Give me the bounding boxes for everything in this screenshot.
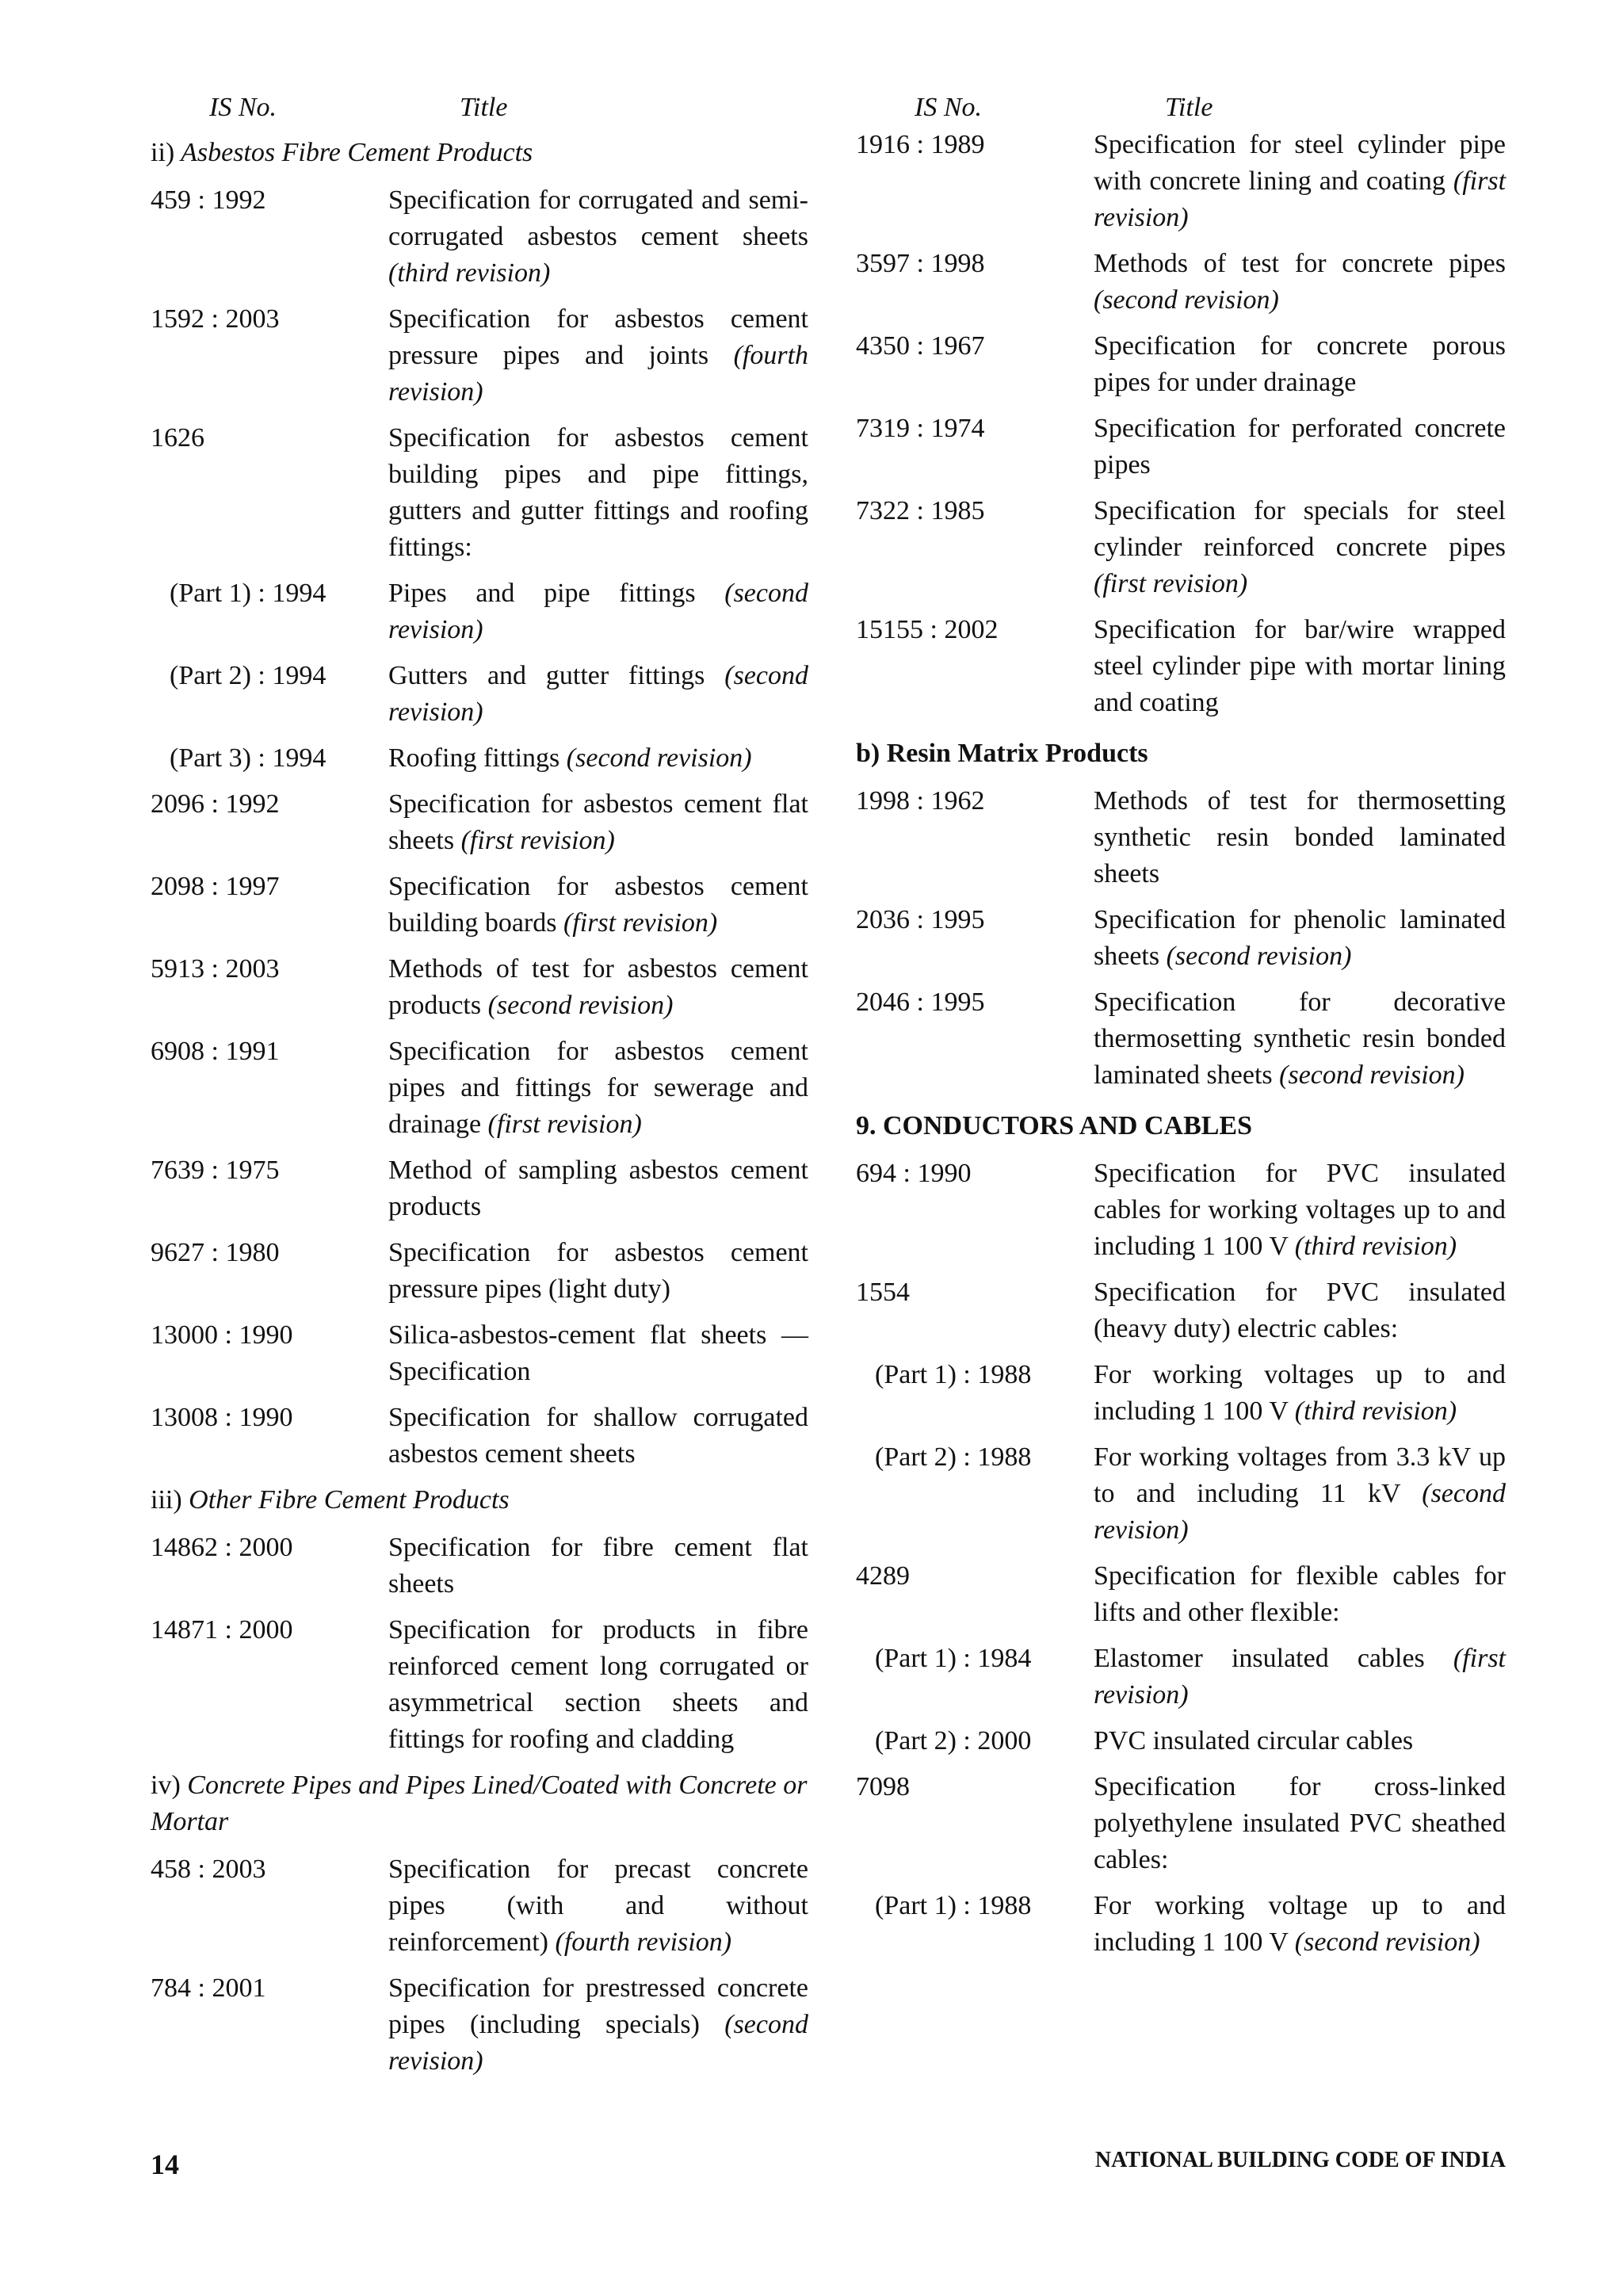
is-no-header: IS No. — [209, 93, 277, 122]
standard-entry — [151, 740, 808, 777]
standard-title — [388, 1235, 808, 1308]
section-heading-conductors-cables: 9. CONDUCTORS AND CABLES — [856, 1111, 1253, 1140]
revision-note: (second revision) — [388, 579, 808, 644]
standard-title — [1094, 984, 1506, 1094]
title-text: Specification for cross-linked polyethylene insulated PVC sheathed cables: — [1094, 1772, 1506, 1874]
revision-note: (first revision) — [1094, 1644, 1506, 1710]
title-text: Elastomer insulated cables — [1094, 1644, 1425, 1673]
standard-entry — [856, 1439, 1506, 1549]
standard-title — [388, 420, 808, 566]
standard-title — [1094, 411, 1506, 483]
title-text: PVC insulated circular cables — [1094, 1726, 1414, 1755]
title-text: Specification for PVC insulated (heavy duty) electric cables: — [1094, 1278, 1506, 1343]
standard-entry — [856, 127, 1506, 236]
is-number: 2046 : 1995 — [856, 988, 985, 1017]
title-text: Specification for bar/wire wrapped steel cylinder pipe with mortar lining and coating — [1094, 615, 1506, 717]
is-number: 1626 — [151, 423, 204, 453]
concrete-pipe-entries — [151, 1851, 808, 2080]
is-number: 4350 : 1967 — [856, 331, 985, 361]
title-text: Pipes and pipe fittings — [388, 579, 696, 608]
section-heading-concrete-pipes: iv) Concrete Pipes and Pipes Lined/Coated with Concrete or Mortar — [151, 1771, 808, 1836]
asbestos-entries — [151, 182, 808, 1473]
standard-title — [1094, 1888, 1506, 1961]
left-column — [151, 89, 808, 2089]
is-number: 2036 : 1995 — [856, 905, 985, 934]
title-text: Specification for corrugated and semi-corrugated asbestos cement sheets — [388, 185, 808, 251]
is-number: (Part 1) : 1984 — [875, 1644, 1032, 1673]
standard-entry — [151, 1612, 808, 1758]
title-text: Specification for flexible cables for lifts and other flexible: — [1094, 1561, 1506, 1627]
standard-title — [388, 1400, 808, 1473]
standard-title — [388, 301, 808, 411]
standard-entry — [151, 1530, 808, 1603]
standard-title — [388, 869, 808, 942]
title-text: Gutters and gutter fittings — [388, 661, 705, 690]
title-text: Methods of test for concrete pipes — [1094, 249, 1506, 278]
standard-title — [388, 658, 808, 731]
revision-note: (second revision) — [388, 661, 809, 727]
standard-entry — [856, 1723, 1506, 1759]
title-text: Specification for concrete porous pipes for under drainage — [1094, 331, 1506, 397]
title-text: Specification for specials for steel cylinder reinforced concrete pipes — [1094, 496, 1506, 562]
is-number: 7319 : 1974 — [856, 414, 985, 443]
standard-title — [1094, 1558, 1506, 1631]
standard-entry — [856, 328, 1506, 401]
is-number: 458 : 2003 — [151, 1855, 266, 1884]
title-header: Title — [1165, 93, 1213, 122]
page-number: 14 — [151, 2149, 179, 2180]
revision-note: (first revision) — [460, 826, 615, 855]
standard-entry — [856, 1274, 1506, 1347]
is-number: 4289 — [856, 1561, 910, 1591]
title-text: For working voltage up to and including 1 100 V — [1094, 1891, 1506, 1957]
standard-entry — [151, 1152, 808, 1225]
is-number: 784 : 2001 — [151, 1973, 266, 2003]
standard-title — [388, 182, 808, 292]
title-text: Specification for PVC insulated cables for working voltages up to and including 1 100 V — [1094, 1159, 1506, 1261]
revision-note: (first revision) — [1094, 166, 1507, 232]
standard-title — [1094, 246, 1506, 319]
section-heading-resin-matrix: b) Resin Matrix Products — [856, 739, 1148, 768]
revision-note: (first revision) — [487, 1110, 642, 1139]
standard-entry — [856, 1156, 1506, 1265]
other-fibre-entries — [151, 1530, 808, 1758]
revision-note: (third revision) — [388, 258, 551, 288]
revision-note: (first revision) — [1094, 569, 1248, 598]
revision-note: (second revision) — [566, 743, 752, 773]
is-number: 14862 : 2000 — [151, 1533, 293, 1562]
title-header: Title — [460, 93, 508, 122]
standard-title — [1094, 127, 1506, 236]
standard-entry — [856, 1769, 1506, 1878]
standard-entry — [151, 182, 808, 292]
publication-name: NATIONAL BUILDING CODE OF INDIA — [1094, 2148, 1506, 2172]
standard-title — [388, 1033, 808, 1143]
standard-entry — [151, 786, 808, 859]
section-heading-asbestos: ii) Asbestos Fibre Cement Products — [151, 138, 533, 167]
is-number: 13008 : 1990 — [151, 1403, 293, 1432]
standard-entry — [151, 1970, 808, 2080]
standard-title — [388, 1152, 808, 1225]
is-number: 1554 — [856, 1278, 910, 1307]
standard-entry — [151, 575, 808, 648]
standard-title — [388, 740, 808, 777]
standard-entry — [856, 1357, 1506, 1430]
revision-note: (second revision) — [487, 991, 674, 1020]
standard-entry — [151, 420, 808, 566]
standard-entry — [151, 658, 808, 731]
is-no-header: IS No. — [915, 93, 982, 122]
is-number: 14871 : 2000 — [151, 1615, 293, 1645]
is-number: (Part 1) : 1994 — [170, 579, 327, 608]
resin-matrix-entries — [856, 783, 1506, 1094]
standard-entry — [151, 1235, 808, 1308]
title-text: Methods of test for asbestos cement products — [388, 954, 808, 1020]
standard-entry — [151, 869, 808, 942]
is-number: 1592 : 2003 — [151, 304, 280, 334]
title-text: Silica-asbestos-cement flat sheets — Specification — [388, 1320, 808, 1386]
revision-note: (second revision) — [1294, 1927, 1480, 1957]
revision-note: (second revision) — [1094, 285, 1279, 315]
title-text: Specification for shallow corrugated asbestos cement sheets — [388, 1403, 808, 1469]
is-number: 7639 : 1975 — [151, 1156, 280, 1185]
standard-entry — [856, 246, 1506, 319]
standard-title — [1094, 493, 1506, 602]
is-number: (Part 2) : 2000 — [875, 1726, 1032, 1755]
is-number: (Part 1) : 1988 — [875, 1891, 1032, 1920]
standard-entry — [856, 612, 1506, 721]
standard-title — [1094, 1357, 1506, 1430]
is-number: (Part 3) : 1994 — [170, 743, 327, 773]
title-text: Roofing fittings — [388, 743, 560, 773]
revision-note: (second revision) — [1166, 942, 1352, 971]
standard-title — [388, 1530, 808, 1603]
right-column — [856, 89, 1506, 1970]
standard-title — [1094, 783, 1506, 892]
title-text: Specification for asbestos cement building boards — [388, 872, 808, 938]
standard-title — [388, 1970, 808, 2080]
standard-title — [388, 575, 808, 648]
title-text: Specification for decorative thermosetting synthetic resin bonded laminated sheets — [1094, 988, 1506, 1090]
title-text: Specification for asbestos cement flat sheets — [388, 789, 808, 855]
standard-entry — [151, 1317, 808, 1390]
title-text: Specification for phenolic laminated sheets — [1094, 905, 1506, 971]
conductor-cable-entries — [856, 1156, 1506, 1961]
title-text: Specification for asbestos cement pressure pipes and joints — [388, 304, 808, 370]
title-text: Specification for asbestos cement pipes and fittings for sewerage and drainage — [388, 1037, 808, 1139]
standard-title — [1094, 1274, 1506, 1347]
title-text: Specification for steel cylinder pipe with concrete lining and coating — [1094, 130, 1506, 196]
title-text: Specification for asbestos cement pressure pipes (light duty) — [388, 1238, 808, 1304]
standard-title — [388, 1851, 808, 1961]
column-header — [856, 89, 1506, 127]
is-number: 1998 : 1962 — [856, 786, 985, 816]
title-text: Specification for prestressed concrete pipes (including specials) — [388, 1973, 808, 2039]
is-number: (Part 2) : 1988 — [875, 1442, 1032, 1472]
standard-entry — [151, 301, 808, 411]
is-number: 1916 : 1989 — [856, 130, 985, 159]
standard-title — [1094, 1439, 1506, 1549]
standard-entry — [856, 783, 1506, 892]
standard-title — [388, 786, 808, 859]
is-number: 6908 : 1991 — [151, 1037, 280, 1066]
standard-title — [388, 1612, 808, 1758]
is-number: 3597 : 1998 — [856, 249, 985, 278]
is-number: 459 : 1992 — [151, 185, 266, 215]
is-number: (Part 1) : 1988 — [875, 1360, 1032, 1389]
standard-entry — [151, 1033, 808, 1143]
revision-note: (second revision) — [1279, 1060, 1465, 1090]
is-number: 694 : 1990 — [856, 1159, 972, 1188]
is-number: 7098 — [856, 1772, 910, 1801]
revision-note: (fourth revision) — [388, 341, 809, 407]
revision-note: (first revision) — [563, 908, 718, 938]
standard-entry — [856, 902, 1506, 975]
is-number: 7322 : 1985 — [856, 496, 985, 525]
standard-entry — [856, 1888, 1506, 1961]
title-text: Method of sampling asbestos cement products — [388, 1156, 808, 1221]
standard-entry — [151, 1400, 808, 1473]
revision-note: (third revision) — [1294, 1396, 1457, 1426]
standard-title — [1094, 902, 1506, 975]
title-text: Specification for asbestos cement building pipes and pipe fittings, gutters and gutter fittings and roofing fittings: — [388, 423, 808, 562]
is-number: 2098 : 1997 — [151, 872, 280, 901]
is-number: 13000 : 1990 — [151, 1320, 293, 1350]
title-text: For working voltages from 3.3 kV up to and including 11 kV — [1094, 1442, 1506, 1508]
standard-entry — [856, 411, 1506, 483]
revision-note: (fourth revision) — [555, 1927, 732, 1957]
title-text: Methods of test for thermosetting synthetic resin bonded laminated sheets — [1094, 786, 1506, 888]
standard-title — [1094, 1641, 1506, 1713]
is-number: 2096 : 1992 — [151, 789, 280, 819]
standard-title — [388, 1317, 808, 1390]
standard-title — [1094, 1769, 1506, 1878]
revision-note: (second revision) — [1094, 1479, 1506, 1545]
title-text: For working voltages up to and including 1 100 V — [1094, 1360, 1506, 1426]
revision-note: (second revision) — [388, 2010, 808, 2076]
title-text: Specification for fibre cement flat sheets — [388, 1533, 808, 1599]
is-number: 15155 : 2002 — [856, 615, 999, 644]
concrete-pipe-entries-cont — [856, 127, 1506, 721]
standard-entry — [856, 1558, 1506, 1631]
revision-note: (third revision) — [1294, 1232, 1457, 1261]
column-header — [151, 89, 808, 127]
standard-title — [1094, 1156, 1506, 1265]
is-number: 5913 : 2003 — [151, 954, 280, 984]
is-number: (Part 2) : 1994 — [170, 661, 327, 690]
is-number: 9627 : 1980 — [151, 1238, 280, 1267]
title-text: Specification for perforated concrete pipes — [1094, 414, 1506, 479]
standard-title — [1094, 612, 1506, 721]
standard-title — [388, 951, 808, 1024]
standard-entry — [856, 1641, 1506, 1713]
standard-entry — [151, 1851, 808, 1961]
standard-entry — [856, 493, 1506, 602]
standard-title — [1094, 328, 1506, 401]
standard-entry — [151, 951, 808, 1024]
page-footer — [151, 2148, 1506, 2181]
standard-title — [1094, 1723, 1506, 1759]
title-text: Specification for products in fibre reinforced cement long corrugated or asymmetrical section sheets and fittings for roofing and cladding — [388, 1615, 808, 1754]
standard-entry — [856, 984, 1506, 1094]
title-text: Specification for precast concrete pipes (with and without reinforcement) — [388, 1855, 808, 1957]
section-heading-other-fibre: iii) Other Fibre Cement Products — [151, 1485, 510, 1515]
